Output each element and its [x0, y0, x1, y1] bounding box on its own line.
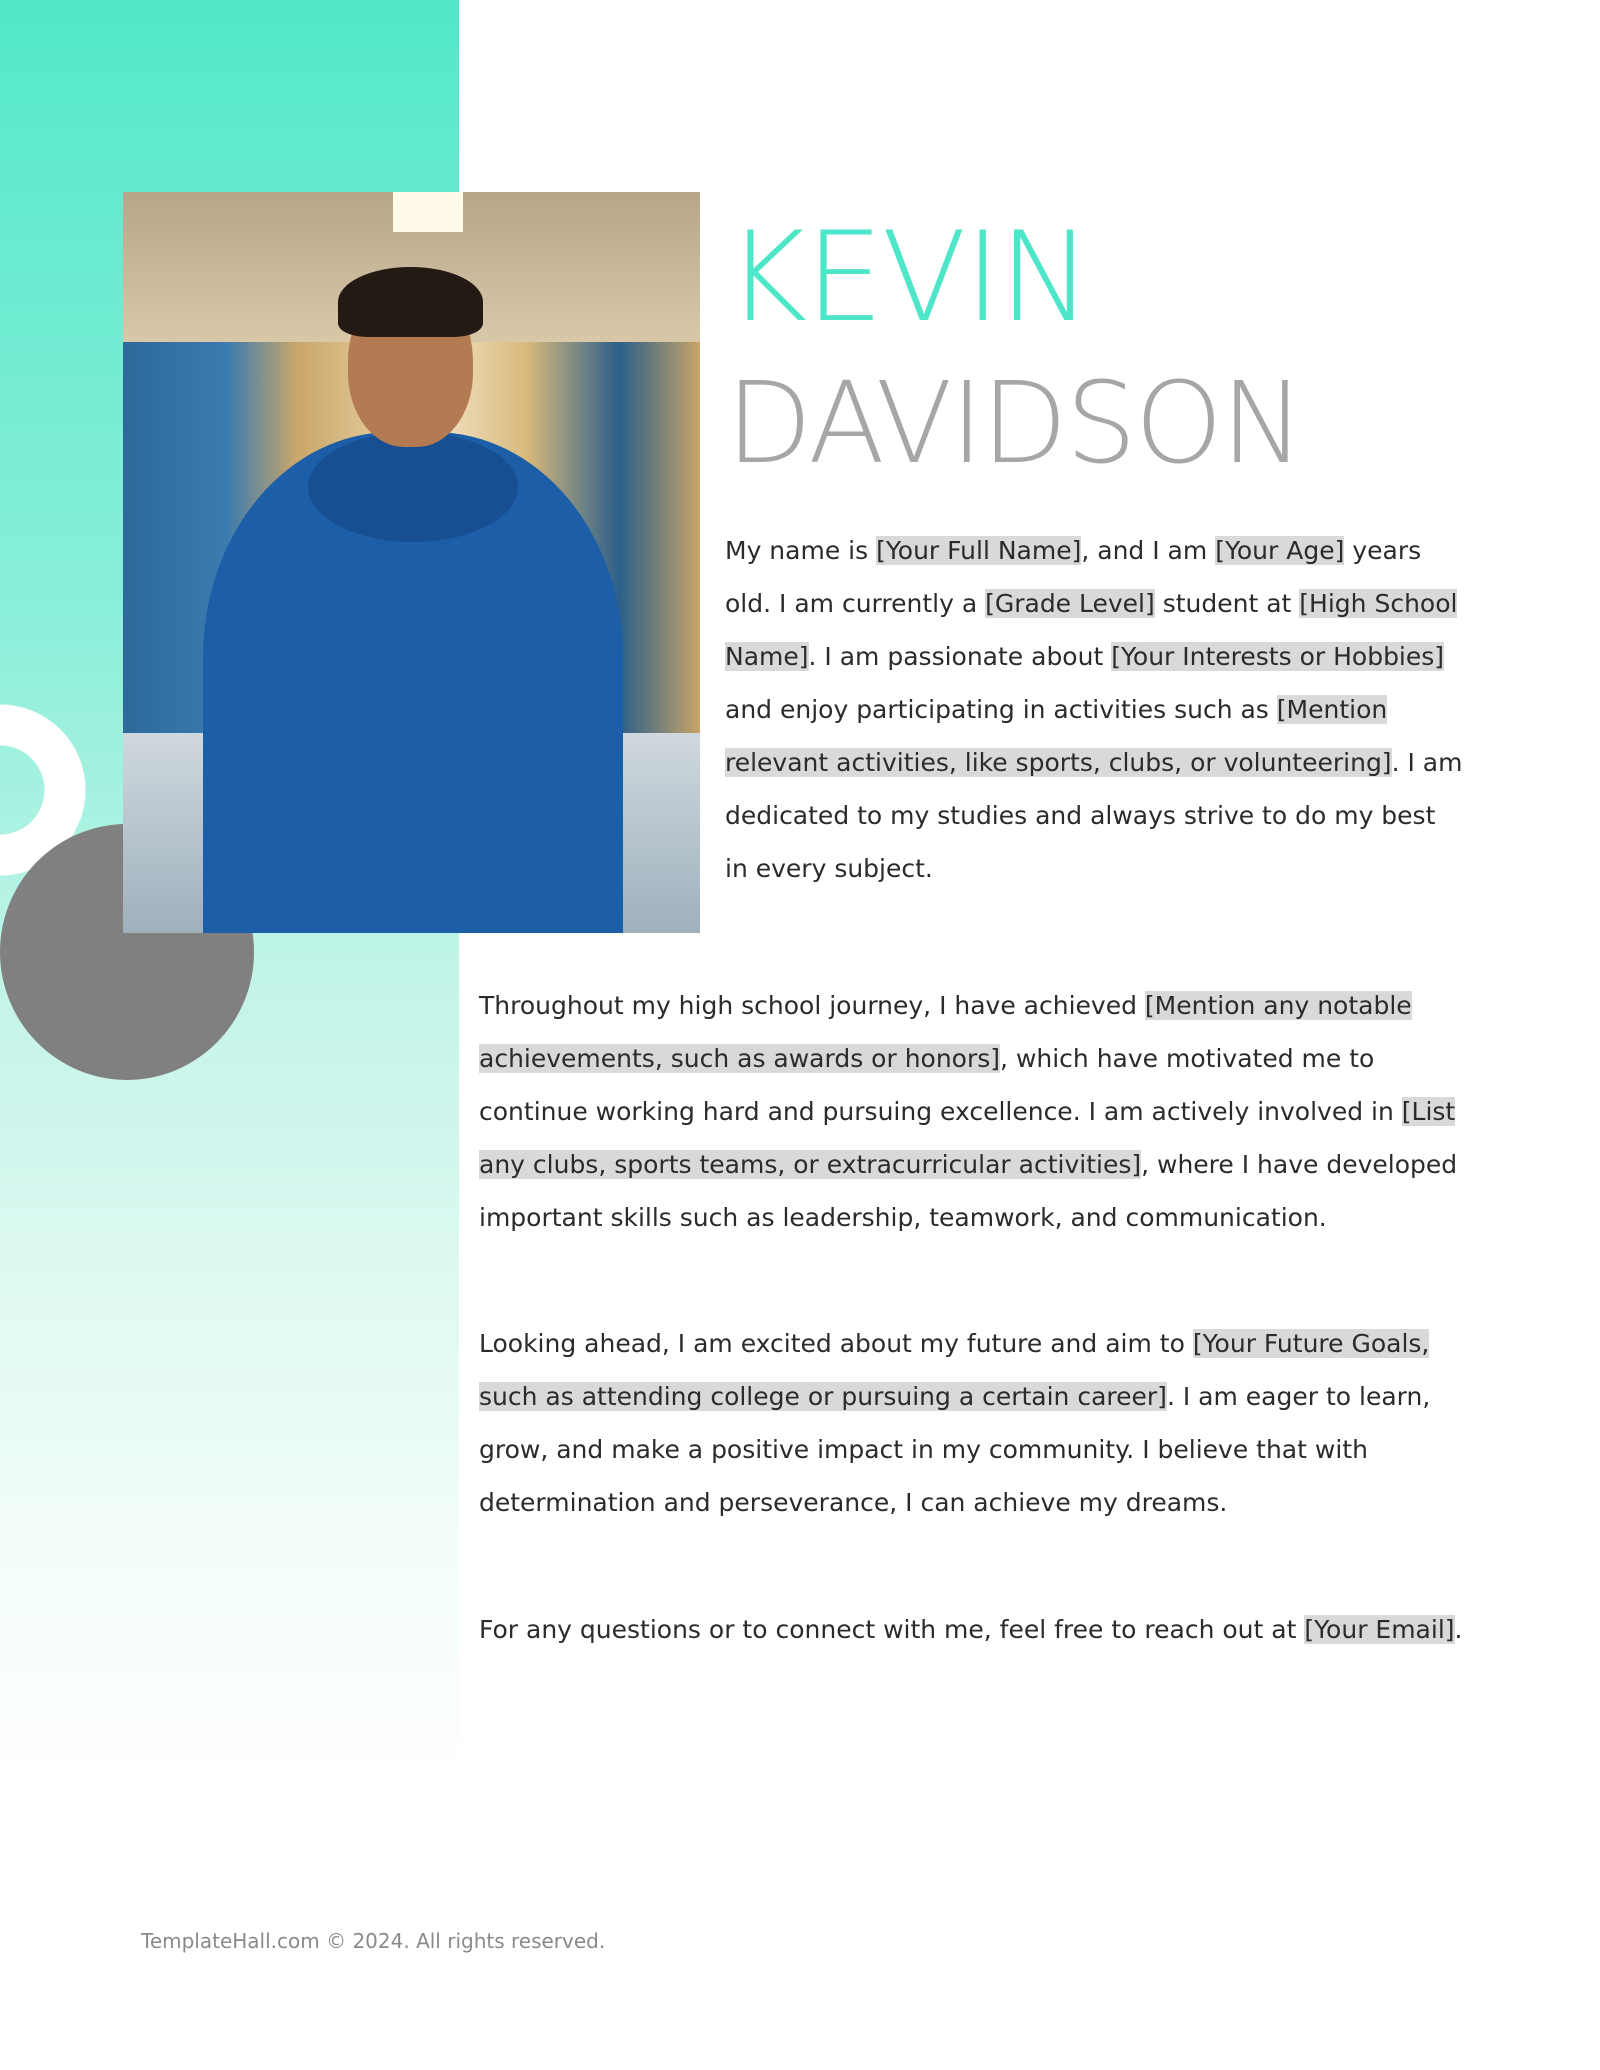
placeholder-field[interactable]: [Your Full Name]: [876, 536, 1082, 565]
body-text: Throughout my high school journey, I have achieved: [479, 991, 1145, 1020]
last-name: DAVIDSON: [726, 359, 1303, 489]
placeholder-field[interactable]: [Mention relevant activities, like sports, clubs, or volunteering]: [725, 695, 1392, 777]
placeholder-field[interactable]: [List any clubs, sports teams, or extracurricular activities]: [479, 1097, 1456, 1179]
photo-ceiling-light: [393, 192, 463, 232]
placeholder-field[interactable]: [Your Interests or Hobbies]: [1111, 642, 1445, 671]
body-text: My name is: [725, 536, 877, 565]
placeholder-field[interactable]: [Grade Level]: [985, 589, 1155, 618]
body-text: . I am passionate about: [808, 642, 1112, 671]
body-text: .: [1454, 1615, 1463, 1644]
body-text: . I am dedicated to my studies and always strive to do my best in every subject.: [725, 748, 1463, 883]
intro-paragraph: [725, 524, 1465, 895]
contact-paragraph: [479, 1603, 1469, 1656]
placeholder-field[interactable]: [Your Email]: [1304, 1615, 1455, 1644]
body-text: and enjoy participating in activities such as: [725, 695, 1277, 724]
body-text: For any questions or to connect with me, feel free to reach out at: [479, 1615, 1305, 1644]
placeholder-field[interactable]: [Your Future Goals, such as attending college or pursuing a certain career]: [479, 1329, 1430, 1411]
body-text: years old. I am currently a: [725, 536, 1422, 618]
photo-hood: [308, 432, 518, 542]
body-text: Looking ahead, I am excited about my future and aim to: [479, 1329, 1193, 1358]
body-text: , which have motivated me to continue working hard and pursuing excellence. I am actively involved in: [479, 1044, 1402, 1126]
body-text: , and I am: [1081, 536, 1216, 565]
placeholder-field[interactable]: [Mention any notable achievements, such as awards or honors]: [479, 991, 1412, 1073]
photo-hair: [338, 267, 483, 337]
footer-copyright: TemplateHall.com © 2024. All rights reserved.: [141, 1929, 606, 1953]
profile-photo: [123, 192, 700, 933]
body-text: , where I have developed important skills such as leadership, teamwork, and communication.: [479, 1150, 1458, 1232]
placeholder-field[interactable]: [High School Name]: [725, 589, 1458, 671]
goals-paragraph: [479, 1317, 1469, 1529]
first-name: KEVIN: [726, 206, 1090, 350]
body-text: student at: [1154, 589, 1300, 618]
placeholder-field[interactable]: [Your Age]: [1215, 536, 1345, 565]
body-text: . I am eager to learn, grow, and make a positive impact in my community. I believe that with determination and perseverance, I can achieve my dreams.: [479, 1382, 1431, 1517]
achievements-paragraph: [479, 979, 1469, 1244]
